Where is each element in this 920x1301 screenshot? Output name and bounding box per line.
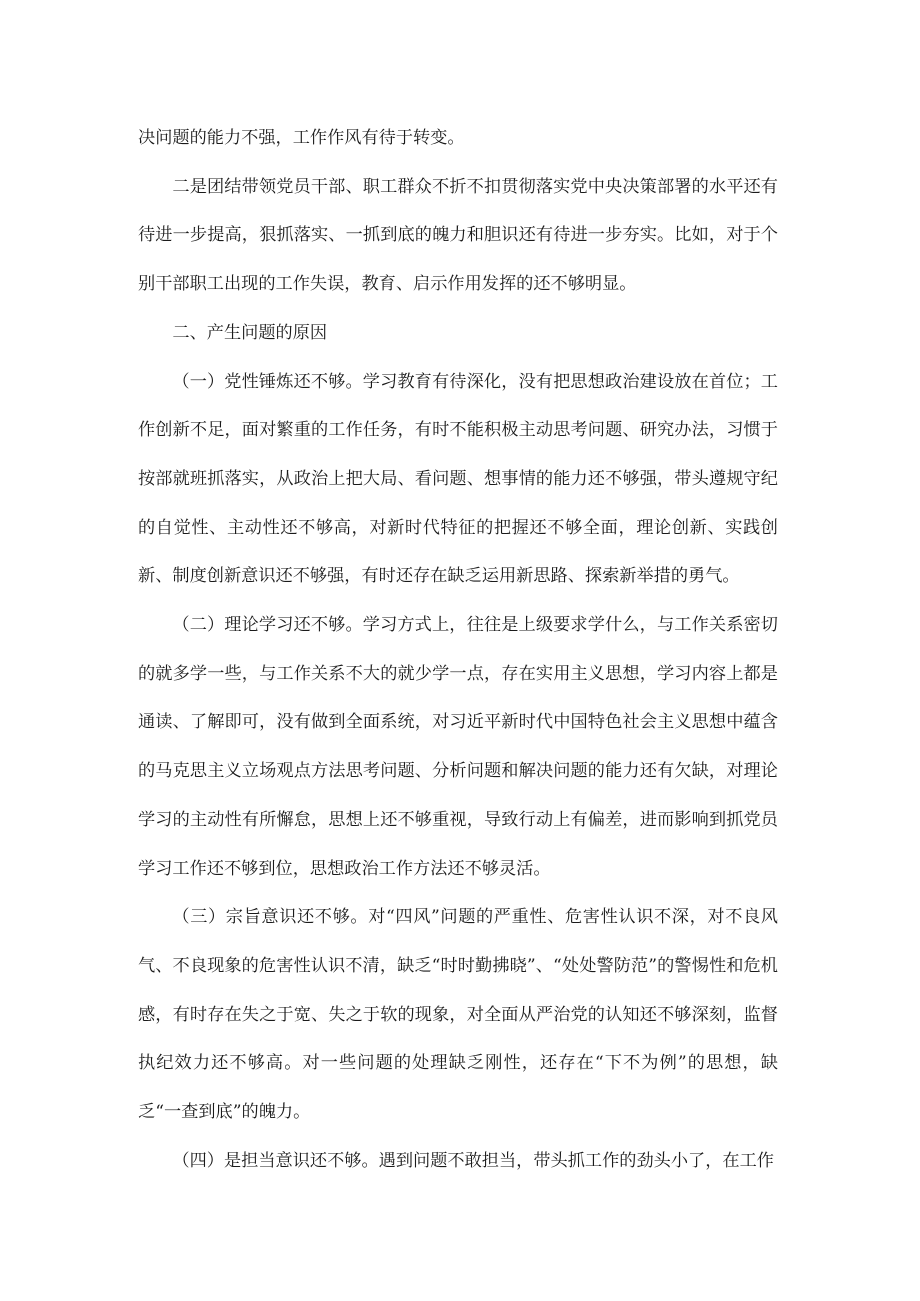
paragraph-second-issue: 二是团结带领党员干部、职工群众不折不扣贯彻落实党中央决策部署的水平还有待进一步提高，狠抓落实、一抓到底的魄力和胆识还有待进一步夯实。比如，对于个别干部职工出现的工作失误，教育、启示作用发挥的还不够明显。 <box>138 176 778 295</box>
paragraph-cause-2: （二）理论学习还不够。学习方式上，往往是上级要求学什么，与工作关系密切的就多学一些，与工作关系不大的就少学一点，存在实用主义思想，学习内容上都是通读、了解即可，没有做到全面系统，对习近平新时代中国特色社会主义思想中蕴含的马克思主义立场观点方法思考问题、分析问题和解决问题的能力还有欠缺，对理论学习的主动性有所懈怠，思想上还不够重视，导致行动上有偏差，进而影响到抓党员学习工作还不够到位，思想政治工作方法还不够灵活。 <box>138 615 778 879</box>
paragraph-cause-4: （四）是担当意识还不够。遇到问题不敢担当，带头抓工作的劲头小了，在工作 <box>172 1150 774 1171</box>
paragraph-cause-3: （三）宗旨意识还不够。对“四风”问题的严重性、危害性认识不深，对不良风气、不良现象的危害性认识不清，缺乏“时时勤拂晓”、“处处警防范”的警惕性和危机感，有时存在失之于宽、失之于软的现象，对全面从严治党的认知还不够深刻，监督执纪效力还不够高。对一些问题的处理缺乏刚性，还存在“下不为例”的思想，缺乏“一查到底”的魄力。 <box>138 907 778 1123</box>
paragraph-continuation: 决问题的能力不强，工作作风有待于转变。 <box>138 128 465 148</box>
document-body <box>138 114 778 1185</box>
section-heading-causes: 二、产生问题的原因 <box>172 322 328 343</box>
paragraph-cause-1: （一）党性锤炼还不够。学习教育有待深化，没有把思想政治建设放在首位；工作创新不足，面对繁重的工作任务，有时不能积极主动思考问题、研究办法，习惯于按部就班抓落实，从政治上把大局、看问题、想事情的能力还不够强，带头遵规守纪的自觉性、主动性还不够高，对新时代特征的把握还不够全面，理论创新、实践创新、制度创新意识还不够强，有时还存在缺乏运用新思路、探索新举措的勇气。 <box>138 371 778 587</box>
